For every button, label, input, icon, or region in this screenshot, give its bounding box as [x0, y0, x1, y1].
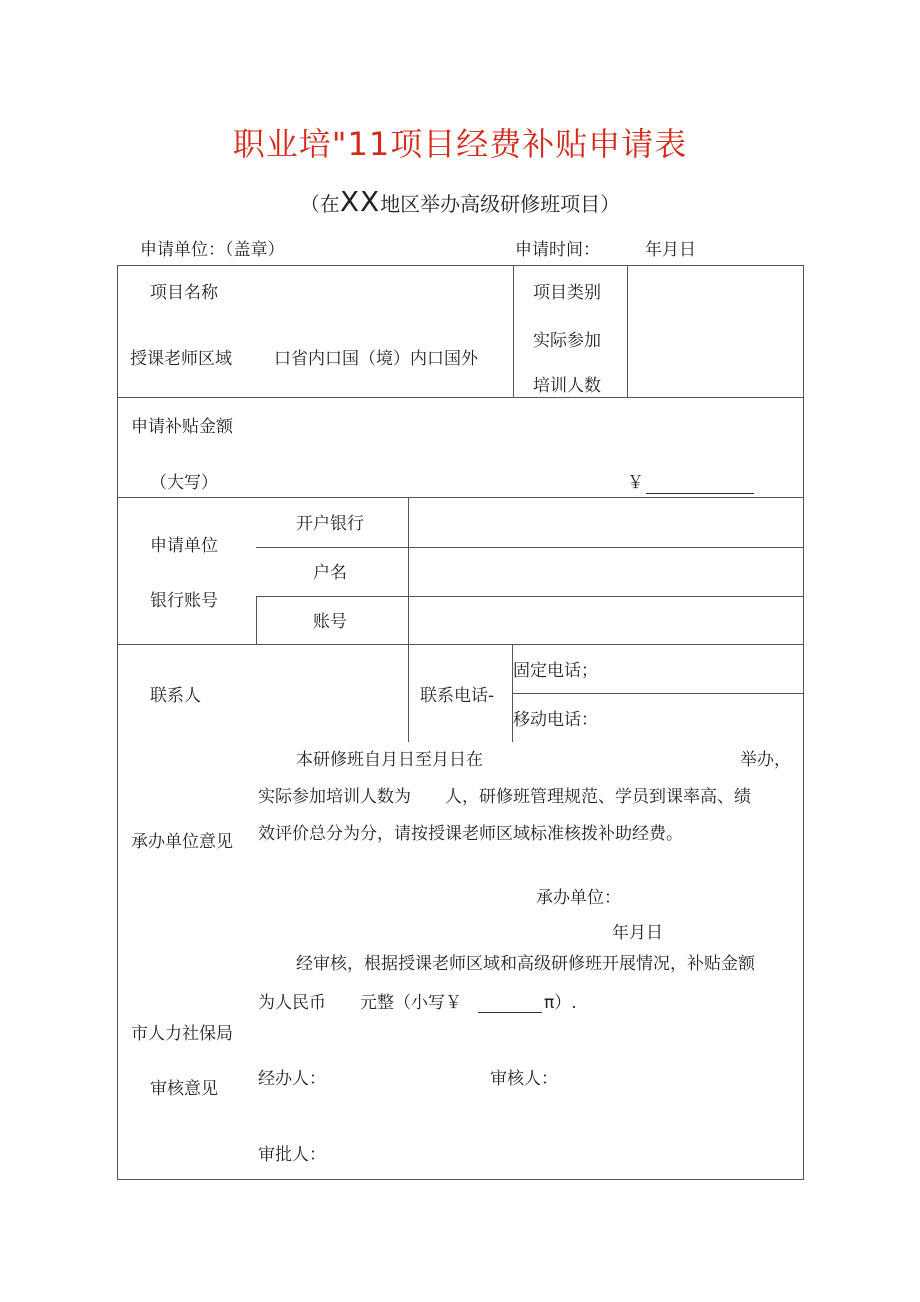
subtitle-rest: 地区举办高级研修班项目） [380, 192, 621, 216]
reviewer-label: 审核人： [490, 1069, 558, 1089]
fixed-phone-label: 固定电话； [513, 661, 598, 681]
time-label: 申请时间： [515, 240, 600, 260]
table-border-bottom [117, 1179, 804, 1180]
table-border-left [117, 265, 118, 1180]
small-amount-underline [478, 1012, 542, 1013]
account-name-label: 户名 [313, 563, 347, 583]
date-placeholder: 年月日 [645, 240, 696, 260]
subtitle-xx: XX [339, 185, 381, 218]
organizer-label: 承办单位意见 [131, 832, 233, 852]
project-name-label: 项目名称 [150, 283, 218, 303]
amount-label: 申请补贴金额 [131, 417, 233, 437]
bank-col-divider [408, 497, 409, 644]
organizer-text-1b: 举办， [740, 750, 791, 770]
open-bank-label: 开户银行 [296, 514, 364, 534]
mobile-phone-label: 移动电话： [513, 710, 598, 730]
bank-unit-label-2: 银行账号 [150, 591, 218, 611]
row-divider [117, 397, 804, 398]
bank-unit-label-1: 申请单位 [150, 536, 218, 556]
actual-trainees-label-1: 实际参加 [533, 331, 601, 351]
col-divider [513, 265, 514, 397]
bank-col-divider [256, 596, 257, 644]
row-divider [117, 497, 804, 498]
bureau-label-2: 审核意见 [150, 1079, 218, 1099]
applicant-label: 申请单位：（盖章） [140, 240, 285, 260]
phone-divider [512, 693, 804, 694]
col-divider [627, 265, 628, 397]
amount-underline [646, 493, 754, 494]
table-border-right [803, 265, 804, 1180]
bank-divider [256, 596, 804, 597]
bureau-text-2b: π）. [544, 993, 577, 1013]
subtitle-open: （在 [299, 192, 340, 216]
teacher-region-label: 授课老师区域 [130, 349, 232, 369]
organizer-date: 年月日 [612, 924, 663, 940]
organizer-text-3: 效评价总分为分，请按授课老师区域标准核拨补助经费。 [258, 824, 683, 844]
project-type-label: 项目类别 [533, 283, 601, 303]
contact-col-divider [408, 644, 409, 742]
bureau-text-1: 经审核，根据授课老师区域和高级研修班开展情况，补贴金额 [296, 954, 755, 974]
handler-label: 经办人： [258, 1069, 326, 1089]
organizer-text-1a: 本研修班自月日至月日在 [296, 750, 483, 770]
account-no-label: 账号 [313, 612, 347, 632]
approver-label: 审批人： [258, 1145, 326, 1165]
contact-label: 联系人 [150, 686, 201, 706]
actual-trainees-label-2: 培训人数 [533, 376, 601, 396]
organizer-date-clip [600, 924, 700, 940]
row-divider [117, 644, 804, 645]
bureau-label-1: 市人力社保局 [131, 1024, 233, 1044]
bureau-text-2a: 为人民币 元整（小写￥ [258, 993, 462, 1013]
region-options: 口省内口国（境）内口国外 [274, 349, 478, 369]
contact-phone-label: 联系电话- [420, 686, 495, 706]
form-title: 职业培"11项目经费补贴申请表 [232, 125, 688, 163]
table-border-top [117, 265, 804, 266]
organizer-sign-label: 承办单位： [536, 888, 621, 908]
organizer-text-2: 实际参加培训人数为 人，研修班管理规范、学员到课率高、绩 [258, 787, 751, 807]
amount-daxie-label: （大写） [150, 473, 218, 493]
bank-divider [256, 547, 804, 548]
form-subtitle [0, 185, 920, 218]
yen-symbol: ￥ [627, 473, 644, 493]
